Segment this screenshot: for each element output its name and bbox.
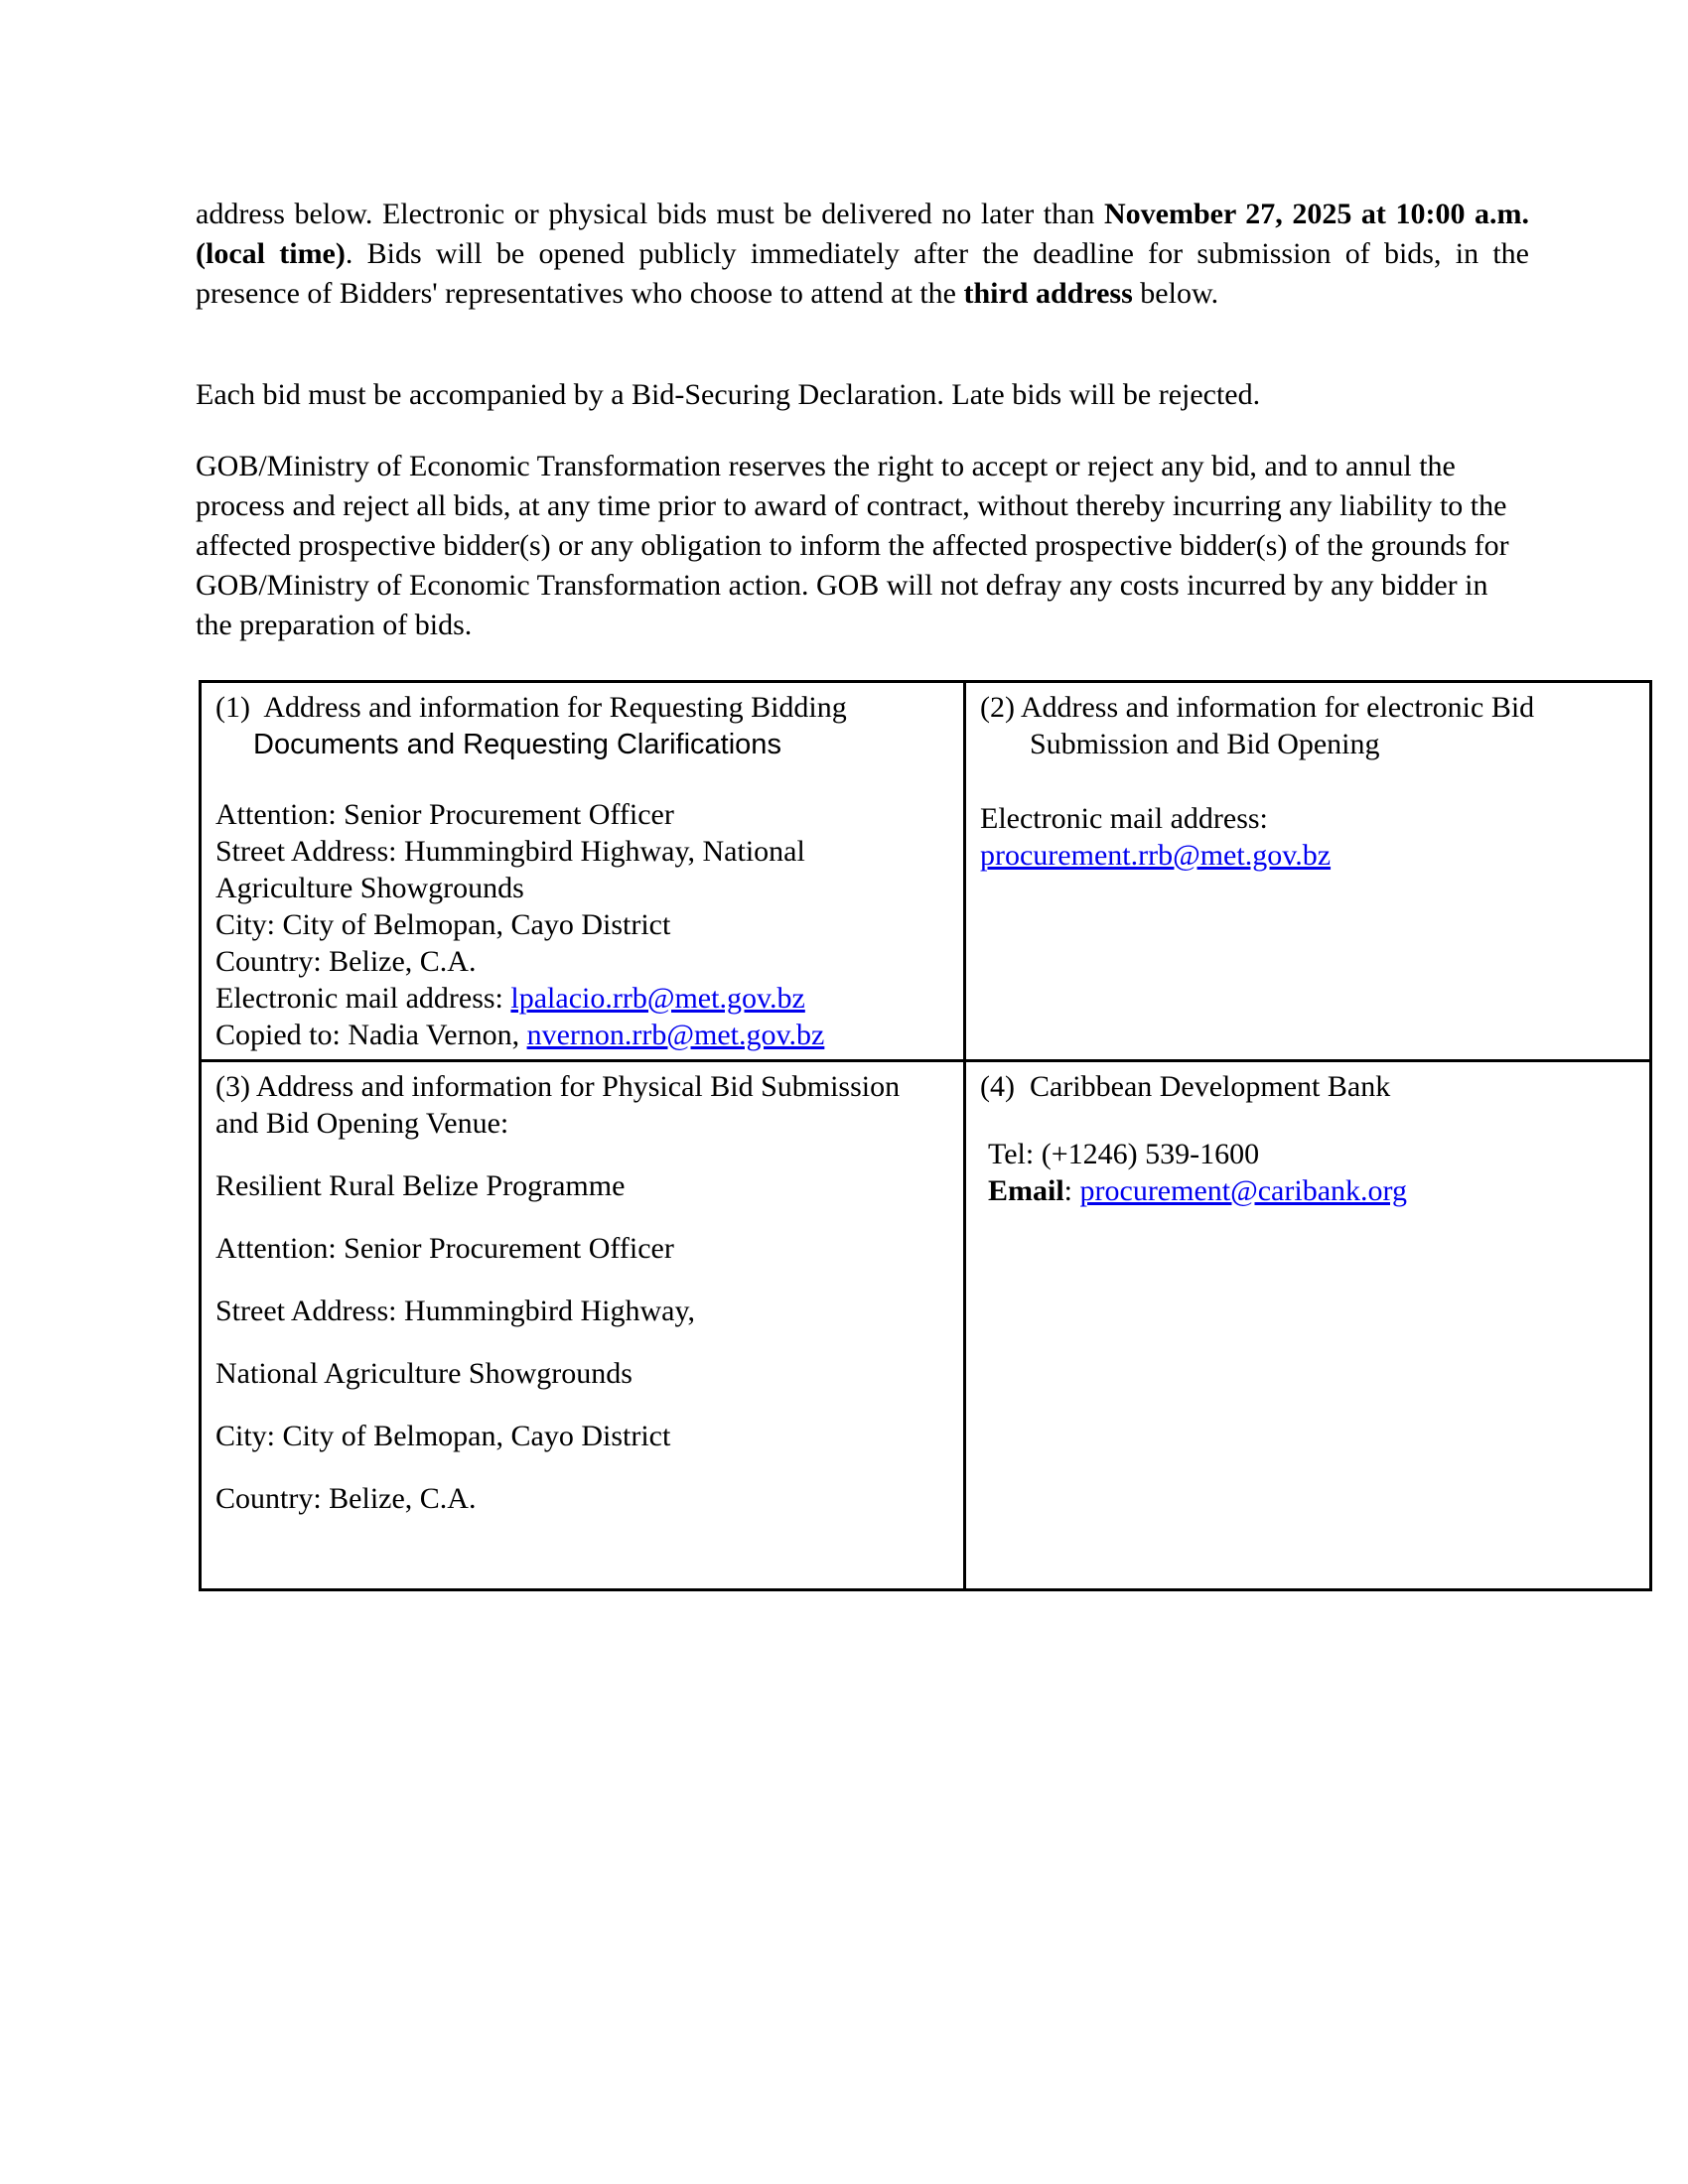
cell-cdb	[965, 1061, 1651, 1590]
cell3-heading-line2: and Bid Opening Venue:	[215, 1107, 509, 1140]
cell3-street: Street Address: Hummingbird Highway,	[215, 1295, 696, 1327]
intro-text-1: address below. Electronic or physical bids must be delivered no later than	[196, 198, 1104, 230]
cell4-tel: Tel: (+1246) 539-1600	[988, 1138, 1260, 1170]
cell3-programme: Resilient Rural Belize Programme	[215, 1169, 626, 1202]
cell3-country: Country: Belize, C.A.	[215, 1482, 477, 1515]
cdb-email-link[interactable]: procurement@caribank.org	[1079, 1174, 1407, 1207]
deadline-datetime: November 27, 2025 at 10:00 a.m. (local time)	[196, 198, 1529, 270]
body-text-column	[196, 195, 1529, 645]
cell1-street-line1: Street Address: Hummingbird Highway, National	[215, 835, 805, 868]
cell3-heading-line1: (3) Address and information for Physical Bid Submission	[215, 1070, 901, 1103]
cell1-email-label: Electronic mail address:	[215, 982, 511, 1015]
cell1-address-block	[215, 796, 949, 1053]
cell1-street-line2: Agriculture Showgrounds	[215, 872, 524, 904]
lpalacio-email-link[interactable]: lpalacio.rrb@met.gov.bz	[510, 982, 805, 1015]
cell1-country: Country: Belize, C.A.	[215, 945, 477, 978]
third-address-emphasis: third address	[963, 277, 1133, 310]
intro-text-3: below.	[1132, 277, 1219, 310]
gob-rights-note: GOB/Ministry of Economic Transformation reserves the right to accept or reject any bid, and to annul the process and reject all bids, at any time prior to award of contract, without thereby incurring any liability to the affected prospective bidder(s) or any obligation to inform the affected prospective bidder(s) of the grounds for GOB/Ministry of Economic Transformation action. GOB will not defray any costs incurred by any bidder in the preparation of bids.	[196, 450, 1509, 641]
nvernon-email-link[interactable]: nvernon.rrb@met.gov.bz	[526, 1019, 825, 1051]
bid-securing-note: Each bid must be accompanied by a Bid-Securing Declaration. Late bids will be rejected.	[196, 378, 1261, 411]
cell2-heading	[980, 689, 1635, 762]
cell3-showgrounds: National Agriculture Showgrounds	[215, 1357, 633, 1390]
cell1-heading-line1: (1) Address and information for Requesting Bidding	[215, 691, 847, 724]
cell1-city: City: City of Belmopan, Cayo District	[215, 908, 671, 941]
cell3-attention: Attention: Senior Procurement Officer	[215, 1232, 674, 1265]
cell-electronic-submission	[965, 682, 1651, 1061]
cell4-contact-block	[988, 1136, 1635, 1209]
cell3-city: City: City of Belmopan, Cayo District	[215, 1420, 671, 1452]
intro-text-2: . Bids will be opened publicly immediately after the deadline for submission of bids, in the presence of Bidders' representatives who choose to attend at the	[196, 237, 1529, 310]
cell2-email-label: Electronic mail address:	[980, 802, 1268, 835]
intro-paragraph	[196, 195, 1529, 314]
cell-requesting-documents	[201, 682, 965, 1061]
cell4-email-label: Email	[988, 1174, 1064, 1207]
cell3-heading	[215, 1068, 949, 1142]
cell1-attention: Attention: Senior Procurement Officer	[215, 798, 674, 831]
table-row-2	[201, 1061, 1651, 1590]
cell1-copied-label: Copied to: Nadia Vernon,	[215, 1019, 527, 1051]
cell2-heading-line1: (2) Address and information for electronic Bid	[980, 691, 1535, 724]
cell2-email-block	[980, 800, 1635, 874]
cell-physical-submission	[201, 1061, 965, 1590]
procurement-rrb-email-link[interactable]: procurement.rrb@met.gov.bz	[980, 839, 1332, 872]
cell4-email-sep: :	[1063, 1174, 1080, 1207]
cell2-heading-line2: Submission and Bid Opening	[1030, 728, 1380, 760]
address-info-table	[199, 680, 1652, 1591]
cell1-heading-line2: Documents and Requesting Clarifications	[253, 729, 781, 760]
table-row-1	[201, 682, 1651, 1061]
cell4-heading: (4) Caribbean Development Bank	[980, 1070, 1391, 1103]
cell1-heading	[215, 689, 949, 763]
